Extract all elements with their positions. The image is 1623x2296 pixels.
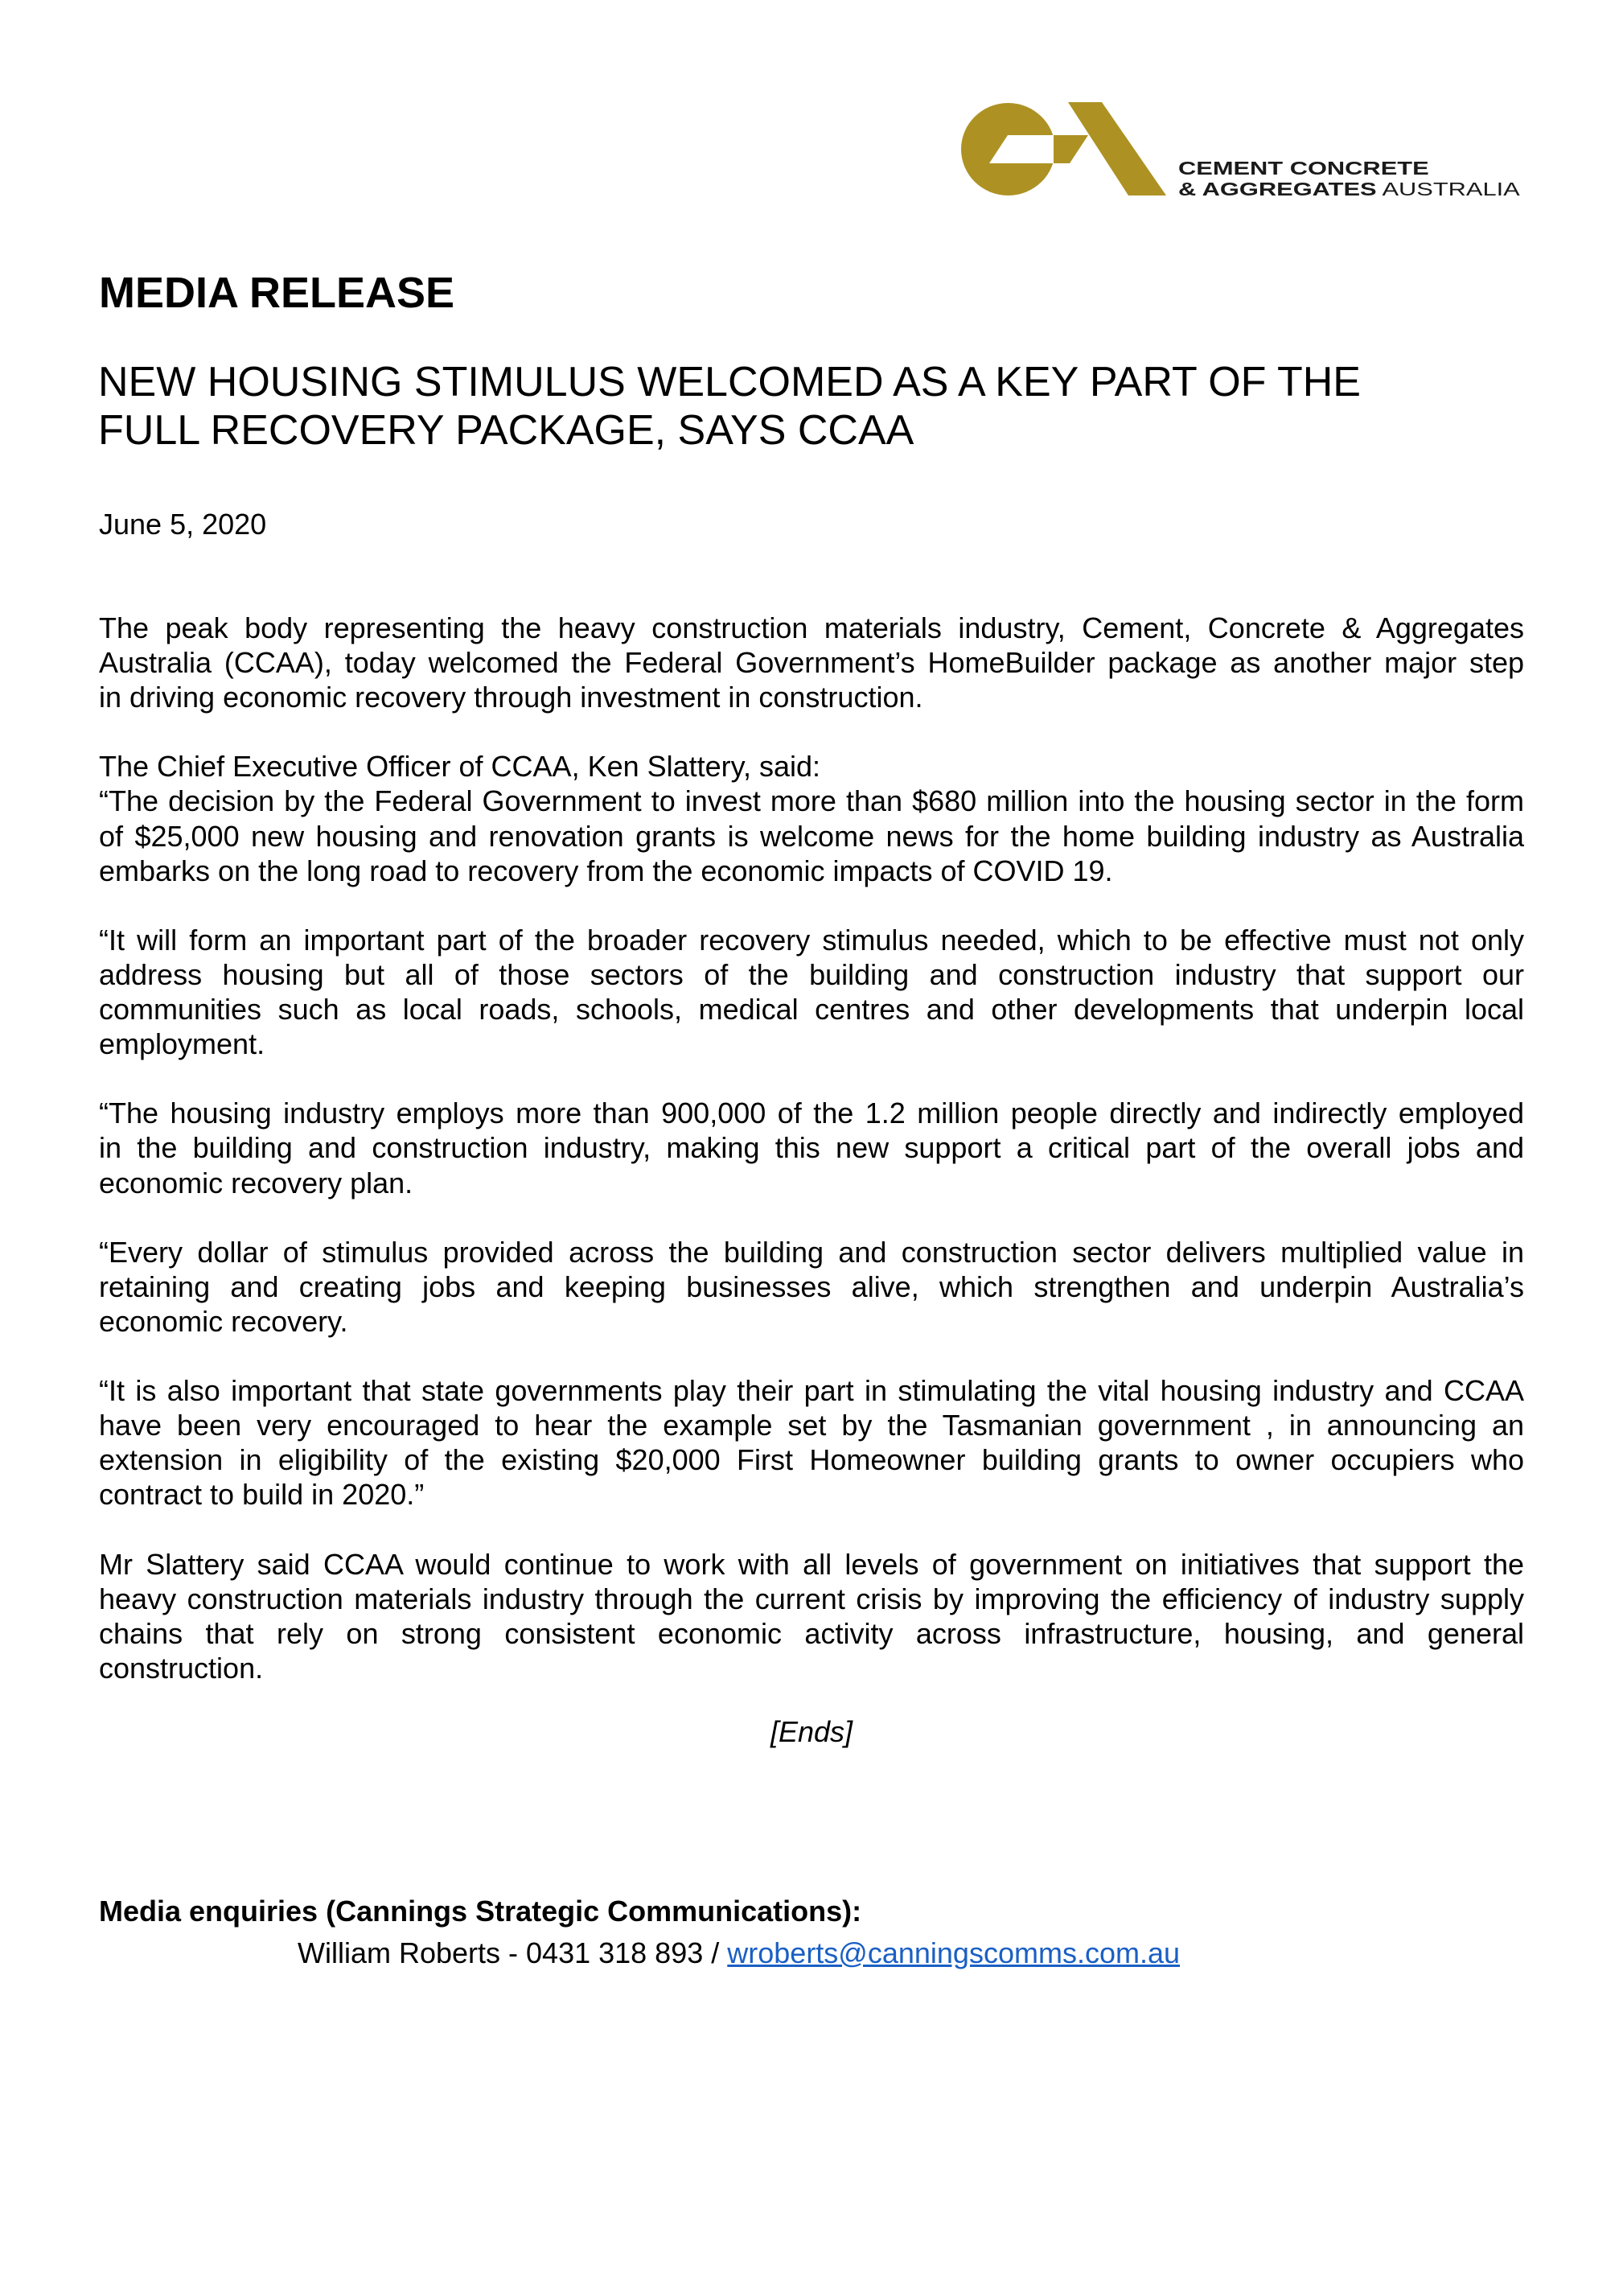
body-line: “It will form an important part of the broader recovery stimulus needed, which to be effective must not only xyxy=(99,923,1524,957)
logo-line-2-regular: AUSTRALIA xyxy=(1382,179,1520,200)
logo-line-1 xyxy=(1178,158,1520,179)
logo-line-2 xyxy=(1178,179,1520,200)
body-paragraph xyxy=(99,923,1524,1061)
body-line: Mr Slattery said CCAA would continue to work with all levels of government on initiatives that support the xyxy=(99,1547,1524,1581)
body-paragraph xyxy=(99,1373,1524,1512)
contact-name-phone: William Roberts - 0431 318 893 / xyxy=(298,1936,728,1969)
body-line: contract to build in 2020.” xyxy=(99,1478,425,1512)
body-line: economic recovery plan. xyxy=(99,1166,413,1199)
email-link[interactable]: wroberts@canningscomms.com.au xyxy=(727,1936,1181,1969)
body-line: have been very encouraged to hear the example set by the Tasmanian government , in announcing an xyxy=(99,1409,1524,1442)
media-enquiries-label: Media enquiries (Cannings Strategic Communications): xyxy=(99,1895,862,1928)
media-release-heading: MEDIA RELEASE xyxy=(99,269,455,317)
body-paragraph xyxy=(99,1547,1524,1685)
logo-wordmark xyxy=(1178,158,1520,200)
ends-marker: [Ends] xyxy=(770,1715,853,1748)
page-title xyxy=(98,358,1361,455)
body-line: “The decision by the Federal Government to invest more than $680 million into the housing sector in the form xyxy=(99,784,1524,818)
logo-diagonal-bar xyxy=(1068,102,1166,195)
body-paragraph xyxy=(99,1235,1524,1339)
body-text xyxy=(99,611,1524,1720)
body-line: retaining and creating jobs and keeping businesses alive, which strengthen and underpin Australia’s xyxy=(99,1269,1524,1303)
title-line: NEW HOUSING STIMULUS WELCOMED AS A KEY PART OF THE xyxy=(98,359,1361,405)
contact-line xyxy=(298,1936,1180,1970)
body-paragraph xyxy=(99,749,1524,887)
body-line: construction. xyxy=(99,1651,264,1685)
body-line: heavy construction materials industry through the current crisis by improving the efficiency of industry supply xyxy=(99,1582,1524,1615)
body-line: of $25,000 new housing and renovation grants is welcome news for the home building industry as Australia xyxy=(99,819,1524,853)
body-line: The peak body representing the heavy construction materials industry, Cement, Concrete & Aggregates xyxy=(99,611,1524,644)
body-line: “Every dollar of stimulus provided across the building and construction sector delivers multiplied value in xyxy=(99,1235,1524,1269)
body-paragraph xyxy=(99,611,1524,714)
logo-crossbar xyxy=(1054,135,1088,163)
body-line: Australia (CCAA), today welcomed the Federal Government’s HomeBuilder package as another major step xyxy=(99,646,1524,680)
logo-line-1-text: CEMENT CONCRETE xyxy=(1178,158,1429,179)
body-line: in driving economic recovery through investment in construction. xyxy=(99,681,923,714)
body-line: The Chief Executive Officer of CCAA, Ken Slattery, said: xyxy=(99,750,821,784)
body-line: communities such as local roads, schools, medical centres and other developments that underpin local xyxy=(99,993,1524,1027)
body-line: “The housing industry employs more than 900,000 of the 1.2 million people directly and indirectly employed xyxy=(99,1097,1524,1130)
body-line: embarks on the long road to recovery from the economic impacts of COVID 19. xyxy=(99,854,1113,887)
body-line: extension in eligibility of the existing $20,000 First Homeowner building grants to owner occupiers who xyxy=(99,1443,1524,1477)
logo-line-2-bold: & AGGREGATES xyxy=(1178,179,1377,200)
body-line: chains that rely on strong consistent economic activity across infrastructure, housing, and general xyxy=(99,1616,1524,1650)
body-paragraph xyxy=(99,1096,1524,1199)
body-line: “It is also important that state governments play their part in stimulating the vital housing industry and CCAA xyxy=(99,1374,1524,1408)
body-line: economic recovery. xyxy=(99,1304,348,1338)
body-line: employment. xyxy=(99,1027,265,1061)
body-line: in the building and construction industry, making this new support a critical part of the overall jobs and xyxy=(99,1131,1524,1165)
body-line: address housing but all of those sectors of the building and construction industry that support our xyxy=(99,957,1524,991)
release-date: June 5, 2020 xyxy=(99,508,267,541)
ccaa-logo-icon xyxy=(949,88,1182,209)
title-line: FULL RECOVERY PACKAGE, SAYS CCAA xyxy=(98,407,914,454)
